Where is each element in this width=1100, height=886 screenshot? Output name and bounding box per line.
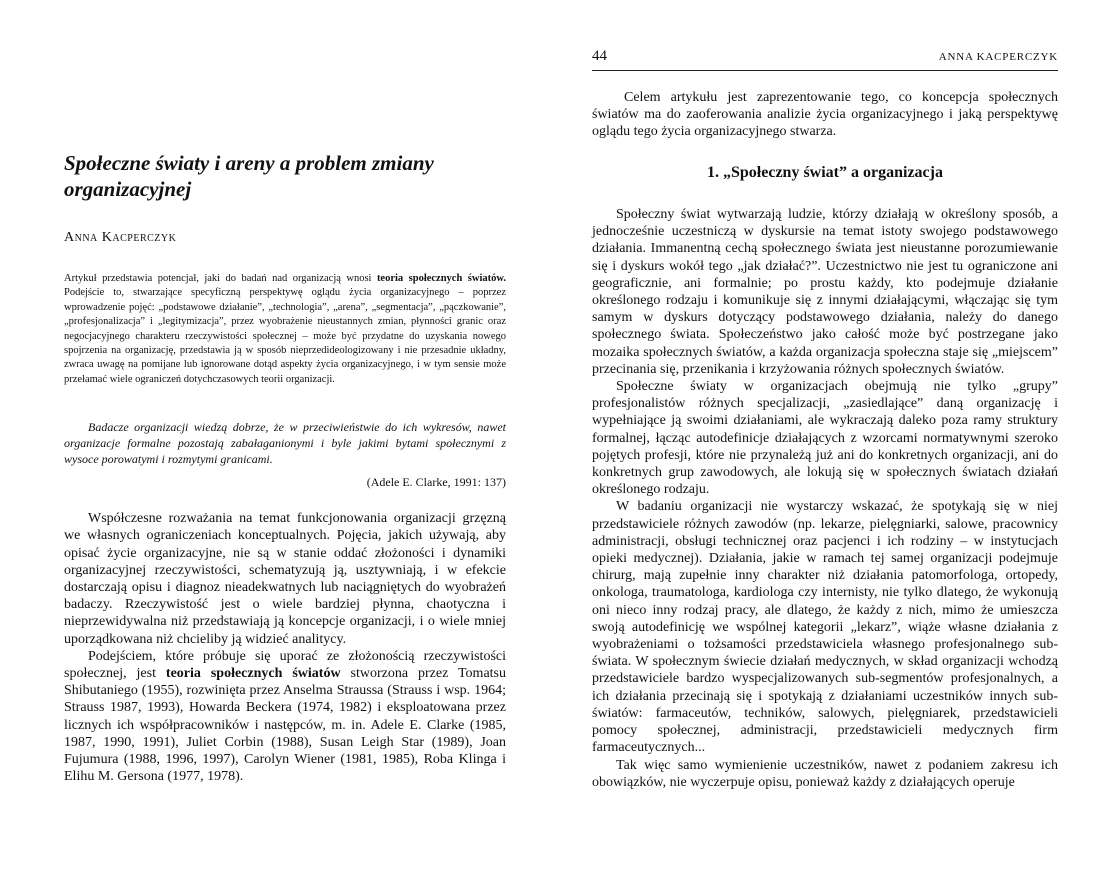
body-paragraph: Społeczny świat wytwarzają ludzie, którzy działają w określony sposób, a jednocześnie uczestniczą w dyskursie na temat istoty swojego podstawowego działania. Immanentną cechą społecznego świata jest nieustanne porozumiewanie się i dyskurs wokół tego „jak działać?”. Uczestnictwo nie jest tu ograniczone ani geograficznie, ani formalnie; po prostu każdy, kto podejmuje działanie określonego rodzaju i komunikuje się z innymi działającymi, włączając się tym samym w dyskurs dotyczący podstawowego działania, należy do danego społecznego świata. Społeczeństwo jako całość może być postrzegane jako mozaika społecznych światów, a każda organizacja społeczna staje się „miejscem” przecinania się, przenikania i krzyżowania różnych społecznych światów. <box>592 207 1058 377</box>
article-title: Społeczne światy i areny a problem zmiany organizacyjnej <box>64 151 434 201</box>
paragraph-intro: Podejściem, które próbuje się uporać ze złożonością rzeczywistości społecznej, jest <box>64 648 506 682</box>
abstract-bold: teoria społecznych światów. <box>376 273 506 284</box>
body-paragraph <box>64 648 506 786</box>
running-head <box>592 48 1058 71</box>
lead-paragraph: Celem artykułu jest zaprezentowanie tego, co koncepcja społecznych światów ma do zaoferowania analizie życia organizacyjnego i jaką perspektywę oglądu tego życia organizacyjnego stwarza. <box>592 90 1058 139</box>
abstract-intro: Artykuł przedstawia potencjał, jaki do badań nad organizacją wnosi <box>64 273 377 284</box>
epigraph: Badacze organizacji wiedzą dobrze, że w przeciwieństwie do ich wykresów, nawet organizacje formalne pozostają zabałaganionymi i byle jakimi bytami społecznymi z wysoce porowatymi i rozmytymi granicami. <box>64 420 506 467</box>
body-paragraph: Tak więc samo wymienienie uczestników, nawet z podaniem zakresu ich obowiązków, nie wyczerpuje opisu, ponieważ każdy z działających operuje <box>592 757 1058 790</box>
article-author: Anna Kacperczyk <box>64 230 177 245</box>
page-number: 44 <box>592 48 607 64</box>
section-heading: 1. „Społeczny świat” a organizacja <box>707 164 943 181</box>
right-page <box>592 48 1058 791</box>
left-page <box>64 150 506 786</box>
body-paragraph: Społeczne światy w organizacjach obejmują nie tylko „grupy” profesjonalistów różnych specjalizacji, „zasiedlające” daną organizację i wypełniające ją swoimi działaniami, ale wykraczają daleko poza ramy struktury formalnej, łącząc autodefinicje działających z wzorcami normatywnymi szeroko pojętych profesji, które nie przynależą już ani do konkretnych organizacji, ani do konkretnych grup zawodowych, ale lokują się w społecznych światach działań określonego rodzaju. <box>592 379 1058 498</box>
body-paragraph: Współczesne rozważania na temat funkcjonowania organizacji grzęzną we własnych ograniczeniach konceptualnych. Pojęcia, jakich używają, aby opisać życie organizacyjne, nie są w stanie oddać złożoności i dynamiki organizacyjnej rzeczywistości, schematyzują ją, usztywniają, i w efekcie dostarczają opisu i diagnoz nieadekwatnych lub naciągniętych do wyobrażeń badaczy. Rzeczywistość jest o wiele bardziej płynna, chaotyczna i nieprzewidywalna niż przedstawiają ją koncepcje organizacji, i o wiele mniej uporządkowana niż chcieliby ją widzieć analitycy. <box>64 511 506 647</box>
epigraph-source: (Adele E. Clarke, 1991: 137) <box>366 475 506 490</box>
header-author: ANNA KACPERCZYK <box>938 51 1058 63</box>
body-paragraph: W badaniu organizacji nie wystarczy wskazać, że spotykają się w niej przedstawiciele różnych zawodów (np. lekarze, pielęgniarki, salowe, pracownicy administracji, obsługi technicznej oraz pacjenci i ich rodziny – w instytucjach opieki medycznej). Działania, jakie w ramach tej samej organizacji podejmuje chirurg, mają zupełnie inny charakter niż działania patomorfologa, ortopedy, onkologa, traumatologa, kardiologa czy internisty, nie tylko dlatego, że wykonują oni nieco inny rodzaj pracy, ale dlatego, że każdy z nich, mimo że umieszcza swoją autodefinicję we wspólnej kategorii „lekarz”, wiąże własne działania z wyobrażeniami o tożsamości przedstawiciela własnego profesjonalnego sub-świata. W społecznym świecie działań medycznych, w skład organizacji wchodzą przedstawiciele bardzo wyspecjalizowanych sub-segmentów profesjonalnych, a ich działania przecinają się i spotykają z działaniami uczestników innych sub-światów: farmaceutów, techników, salowych, pielęgniarek, przedstawicieli pomocy społecznej, administracji, przedstawicieli medycznych firm farmaceutycznych... <box>592 499 1058 756</box>
abstract-rest: Podejście to, stwarzające specyficzną perspektywę oglądu życia organizacyjnego – poprzez wprowadzenie pojęć: „podstawowe działanie”, „technologia”, „arena”, „segmentacja”, „pączkowanie”, „profesjonalizacja” i „legitymizacja”, przez wyobrażenie nieustannych zmian, płynności granic oraz negocjacyjnego charakteru rzeczywistości społecznej – może być przydatne do uzyskania nowego spojrzenia na organizację, przedstawia ją w sposób nieprzedideologizowany i nie przesadnie układny, zwraca uwagę na pomijane lub ignorowane dotąd aspekty życia organizacyjnego, i w tym sensie może przełamać wiele ograniczeń dotychczasowych teorii organizacji. <box>64 287 506 385</box>
paragraph-rest: stworzona przez Tomatsu Shibutaniego (1955), rozwinięta przez Anselma Straussa (Strauss i wsp. 1964; Strauss 1987, 1993), Howarda Beckera (1974, 1982) i eksploatowana przez licznych ich współpracowników i następców, m. in. Adele E. Clarke (1985, 1987, 1990, 1991), Juliet Corbin (1988), Susan Leigh Star (1989), Joan Fujumura (1988, 1996, 1997), Carolyn Wiener (1981, 1985), Roba Klinga i Elihu M. Gersona (1977, 1978). <box>64 666 506 785</box>
abstract <box>64 272 506 387</box>
paragraph-bold: teoria społecznych światów <box>165 666 341 682</box>
